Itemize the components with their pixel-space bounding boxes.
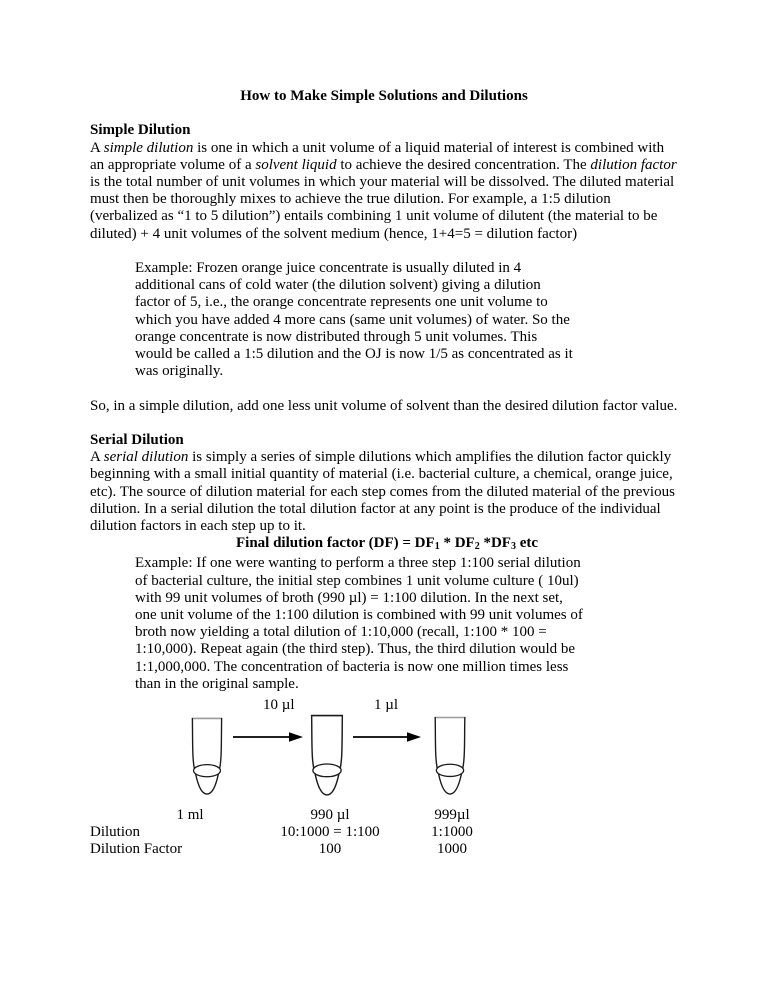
italic-term-simple-dilution: simple dilution bbox=[103, 139, 194, 156]
italic-term-dilution-factor: dilution factor bbox=[590, 156, 677, 173]
tube2-volume-label: 990 µl bbox=[310, 807, 350, 824]
document-title: How to Make Simple Solutions and Dilutions bbox=[240, 88, 528, 104]
italic-term-serial-dilution: serial dilution bbox=[103, 449, 189, 466]
tube3-dilution-factor-value: 1000 bbox=[437, 841, 467, 858]
serial-dilution-intro-paragraph bbox=[90, 449, 678, 535]
example-line: additional cans of cold water (the dilution solvent) giving a dilution bbox=[135, 277, 541, 294]
transfer-volume-label-2: 1 µl bbox=[374, 697, 399, 714]
final-dilution-factor-formula bbox=[90, 535, 678, 555]
example-line: was originally. bbox=[135, 363, 224, 380]
dilution-row-label: Dilution bbox=[90, 824, 141, 841]
text-run: A bbox=[90, 449, 104, 466]
simple-dilution-heading: Simple Dilution bbox=[90, 122, 191, 139]
example-line: factor of 5, i.e., the orange concentrate represents one unit volume to bbox=[135, 294, 548, 311]
orange-juice-example-block bbox=[135, 260, 678, 380]
text-run: is simply a series of simple dilutions which amplifies the dilution factor quickly beginning with a small initial quantity of material (i.e. bacterial culture, a chemical, orange juice, etc). The source of dilution material for each step comes from the diluted material of the previous dilution. In a serial dilution the total dilution factor at any point is the produce of the individual dilution factors in each step up to it. bbox=[90, 449, 675, 535]
example-line: broth now yielding a total dilution of 1:10,000 (recall, 1:100 * 100 = bbox=[135, 624, 547, 641]
example-line: which you have added 4 more cans (same unit volumes) of water. So the bbox=[135, 311, 570, 328]
formula-text: * DF bbox=[439, 535, 475, 552]
example-line: Example: Frozen orange juice concentrate is usually diluted in 4 bbox=[135, 260, 522, 276]
transfer-volume-label-1: 10 µl bbox=[263, 697, 295, 714]
tube2-dilution-value: 10:1000 = 1:100 bbox=[280, 824, 380, 841]
formula-text: *DF bbox=[479, 535, 511, 552]
formula-text: Final dilution factor (DF) = DF bbox=[236, 535, 435, 552]
serial-dilution-heading: Serial Dilution bbox=[90, 432, 184, 448]
spacer bbox=[90, 243, 678, 260]
example-line: orange concentrate is now distributed through 5 unit volumes. This bbox=[135, 328, 538, 345]
example-line: Example: If one were wanting to perform a three step 1:100 serial dilution bbox=[135, 555, 581, 572]
text-run: A bbox=[90, 139, 104, 156]
tube2-dilution-factor-value: 100 bbox=[318, 841, 342, 858]
bacterial-culture-example-block bbox=[135, 555, 678, 693]
formula-text: etc bbox=[515, 535, 538, 552]
formula-subscript-1: 1 bbox=[434, 541, 440, 553]
formula-subscript-3: 3 bbox=[510, 541, 516, 553]
text-run: is one in which a unit volume of a liquid material of interest is combined with an appropriate volume of a bbox=[90, 139, 665, 173]
formula-subscript-2: 2 bbox=[474, 541, 480, 553]
transfer-arrow-1-icon bbox=[233, 731, 303, 743]
text-run: is the total number of unit volumes in which your material will be dissolved. The diluted material must then be thoroughly mixes to achieve the true dilution. For example, a 1:5 dilution (verbalized as “1 to 5 dilution”) entails combining 1 unit volume of dilutent (the material to be diluted) + 4 unit volumes of the solvent medium (hence, 1+4=5 = dilution factor) bbox=[90, 174, 675, 242]
transfer-arrow-2-icon bbox=[353, 731, 421, 743]
example-line: than in the original sample. bbox=[135, 675, 299, 692]
tube3-dilution-value: 1:1000 bbox=[431, 824, 473, 841]
test-tube-1-icon bbox=[187, 717, 227, 797]
simple-dilution-intro-paragraph bbox=[90, 140, 678, 243]
serial-dilution-diagram bbox=[90, 693, 678, 865]
spacer bbox=[90, 105, 678, 122]
italic-term-solvent-liquid: solvent liquid bbox=[255, 156, 337, 173]
test-tube-3-icon bbox=[430, 716, 470, 797]
example-line: of bacterial culture, the initial step combines 1 unit volume culture ( 10ul) bbox=[135, 572, 579, 589]
simple-dilution-summary-paragraph: So, in a simple dilution, add one less unit volume of solvent than the desired dilution factor value. bbox=[90, 397, 678, 414]
example-line: one unit volume of the 1:100 dilution is combined with 99 unit volumes of bbox=[135, 607, 583, 624]
example-line: would be called a 1:5 dilution and the OJ is now 1/5 as concentrated as it bbox=[135, 346, 573, 363]
example-line: 1:1,000,000. The concentration of bacteria is now one million times less bbox=[135, 658, 569, 675]
example-line: with 99 unit volumes of broth (990 µl) = 1:100 dilution. In the next set, bbox=[135, 589, 563, 606]
test-tube-2-icon bbox=[306, 714, 348, 798]
tube1-volume-label: 1 ml bbox=[176, 807, 204, 824]
tube3-volume-label: 999µl bbox=[434, 807, 470, 824]
example-line: 1:10,000). Repeat again (the third step). Thus, the third dilution would be bbox=[135, 641, 576, 658]
dilution-factor-row-label: Dilution Factor bbox=[90, 841, 183, 858]
text-run: to achieve the desired concentration. The bbox=[336, 156, 591, 173]
spacer bbox=[90, 380, 678, 397]
spacer bbox=[90, 415, 678, 432]
